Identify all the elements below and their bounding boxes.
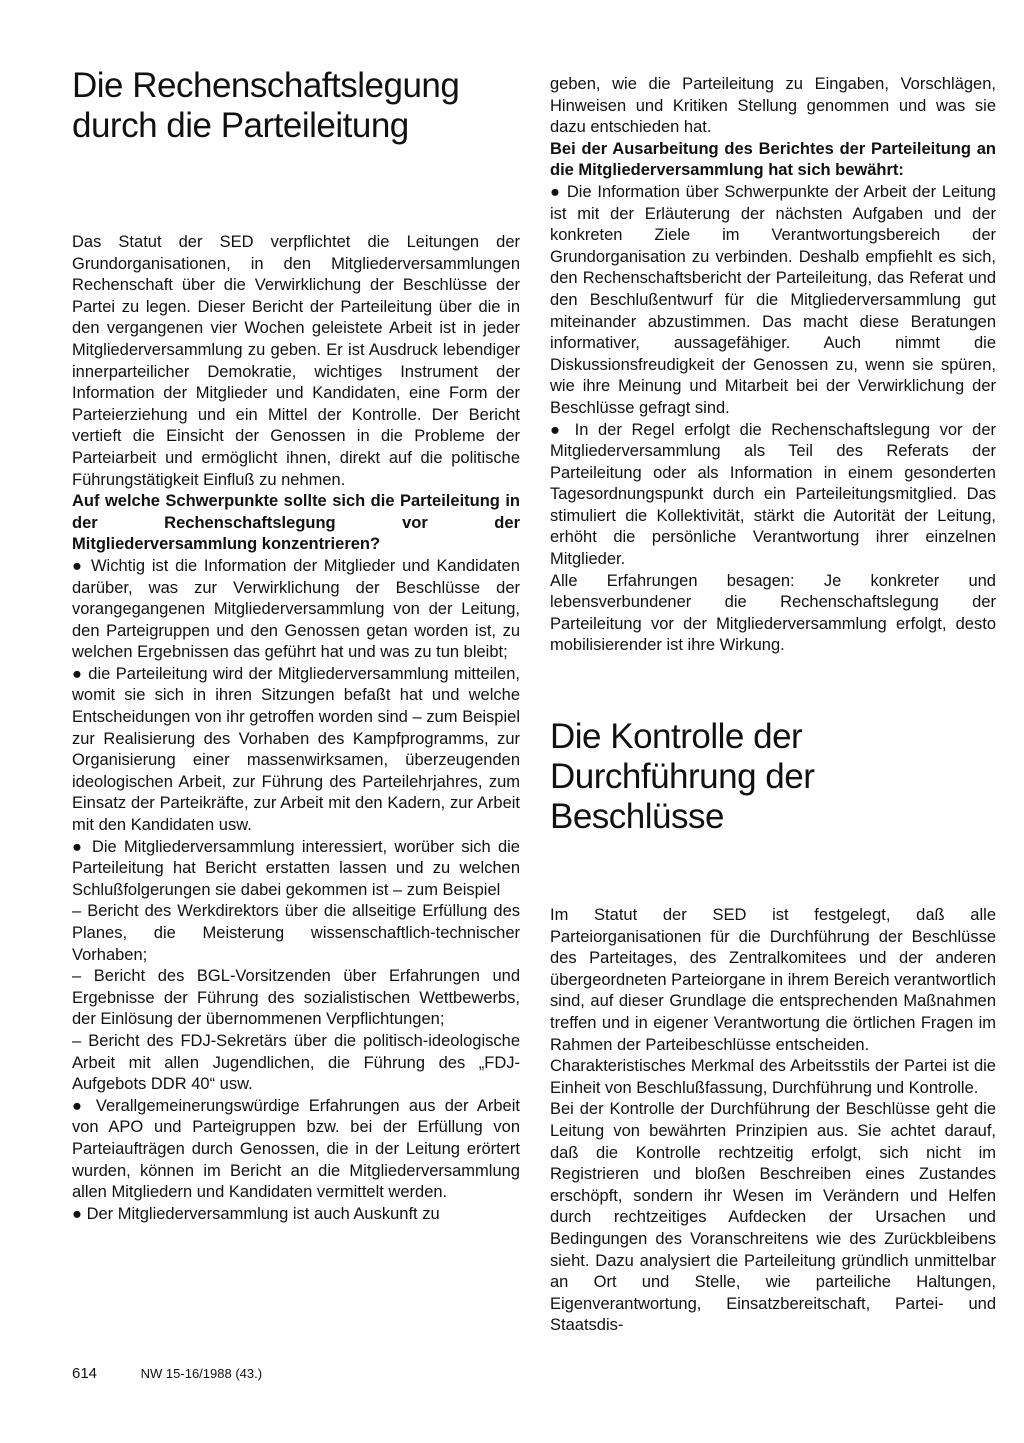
right-body-bottom <box>550 905 996 1337</box>
body-paragraph: Charakteristisches Merkmal des Arbeitsstils der Partei ist die Einheit von Beschlußfassung, Durchführung und Kontrolle. <box>550 1057 996 1097</box>
body-paragraph: Im Statut der SED ist festgelegt, daß alle Parteiorganisationen für die Durchführung der Beschlüsse des Parteitages, des Zentralkomitees und der anderen übergeordneten Parteiorgane in ihrem Bereich verantwortlich sind, auf dieser Grundlage die entsprechenden Maßnahmen treffen und in eigener Verantwortung die örtlichen Fragen im Rahmen der Parteibeschlüsse entscheiden. <box>550 906 996 1054</box>
subheading-paragraph: Auf welche Schwerpunkte sollte sich die Parteileitung in der Rechenschaftslegung vor der Mitgliederversammlung konzentrieren? <box>72 492 520 554</box>
body-paragraph: Bei der Kontrolle der Durchführung der Beschlüsse geht die Leitung von bewährten Prinzipien aus. Sie achtet darauf, daß die Kontrolle rechtzeitig erfolgt, sich nicht im Registrieren und bloßen Beschreiben eines Zustandes erschöpft, sondern ihr Wesen im Verändern und Helfen durch rechtzeitiges Aufdecken der Ursachen und Bedingungen des Voranschreitens wie des Zurückbleibens sieht. Dazu analysiert die Parteileitung gründlich unmittelbar an Ort und Stelle, wie parteiliche Haltungen, Eigenverantwortung, Einsatzbereitschaft, Partei- und Staatsdis- <box>550 1100 996 1335</box>
left-body <box>72 232 520 1225</box>
body-paragraph: geben, wie die Parteileitung zu Eingaben, Vorschlägen, Hinweisen und Kritiken Stellung genommen und was sie dazu entschieden hat. <box>550 75 996 137</box>
issue-reference: NW 15-16/1988 (43.) <box>140 1366 263 1381</box>
bullet-paragraph: ● Verallgemeinerungswürdige Erfahrungen aus der Arbeit von APO und Parteigruppen bzw. bei der Erfüllung von Parteiaufträgen durch Genossen, die in der Leitung erörtert wurden, können im Bericht an die Mitgliederversammlung allen Mitgliedern und Kandidaten vermittelt werden. <box>72 1096 520 1204</box>
right-column <box>550 74 996 1337</box>
page-footer <box>72 1365 262 1382</box>
bullet-paragraph: ● Der Mitgliederversammlung ist auch Auskunft zu <box>72 1204 520 1226</box>
bullet-paragraph: ● Die Information über Schwerpunkte der Arbeit der Leitung ist mit der Erläuterung der nächsten Aufgaben und der konkreten Ziele im Verantwortungsbereich der Grundorganisation zu verbinden. Deshalb empfiehlt es sich, den Rechenschaftsbericht der Parteileitung, das Referat und den Beschlußentwurf für die Mitgliederversammlung gut miteinander abzustimmen. Das macht diese Beratungen informativer, aussagefähiger. Auch nimmt die Diskussionsfreudigkeit der Genossen zu, wenn sie spüren, wie ihre Meinung und Mitarbeit bei der Verwirklichung der Beschlüsse gefragt sind. <box>550 182 996 420</box>
article-title-rechenschaftslegung: Die Rechenschaftslegung durch die Parteileitung <box>72 66 460 145</box>
body-paragraph: Das Statut der SED verpflichtet die Leitungen der Grundorganisationen, in den Mitgliederversammlungen Rechenschaft über die Verwirklichung der Beschlüsse der Partei zu legen. Dieser Bericht der Parteileitung über die in den vergangenen vier Wochen geleistete Arbeit ist in jeder Mitgliederversammlung zu geben. Er ist Ausdruck lebendiger innerparteilicher Demokratie, wichtiges Instrument der Information der Mitglieder und Kandidaten, eine Form der Parteierziehung und ein Mittel der Kontrolle. Der Bericht vertieft die Einsicht der Genossen in die Probleme der Parteiarbeit und ermöglicht ihnen, direkt auf die politische Führungstätigkeit Einfluß zu nehmen. <box>72 233 520 489</box>
article-title-kontrolle: Die Kontrolle der Durchführung der Beschlüsse <box>550 717 815 837</box>
bullet-paragraph: ● Die Mitgliederversammlung interessiert, worüber sich die Parteileitung hat Bericht erstatten lassen und zu welchen Schlußfolgerungen sie dabei gekommen ist – zum Beispiel <box>72 837 520 902</box>
bullet-paragraph: ● die Parteileitung wird der Mitgliederversammlung mitteilen, womit sie sich in ihren Sitzungen befaßt hat und welche Entscheidungen von ihr getroffen worden sind – zum Beispiel zur Realisierung des Vorhaben des Kampfprogramms, zur Organisierung einer massenwirksamen, überzeugenden ideologischen Arbeit, zur Führung des Parteilehrjahres, zum Einsatz der Parteikräfte, zur Arbeit mit den Kadern, zur Arbeit mit den Kandidaten usw. <box>72 664 520 837</box>
body-paragraph: – Bericht des Werkdirektors über die allseitige Erfüllung des Planes, die Meisterung wissenschaftlich-technischer Vorhaben; <box>72 902 520 964</box>
right-body-top <box>550 74 996 657</box>
body-paragraph: – Bericht des BGL-Vorsitzenden über Erfahrungen und Ergebnisse der Führung des sozialistischen Wettbewerbs, der Einlösung der übernommenen Verpflichtungen; <box>72 967 520 1029</box>
bullet-paragraph: ● Wichtig ist die Information der Mitglieder und Kandidaten darüber, was zur Verwirklichung der Beschlüsse der vorangegangenen Mitgliederversammlung von der Leitung, den Parteigruppen und den Genossen getan worden ist, zu welchen Ergebnissen das geführt hat und was zu tun bleibt; <box>72 556 520 664</box>
left-column <box>72 66 520 1225</box>
body-paragraph: Alle Erfahrungen besagen: Je konkreter und lebensverbundener die Rechenschaftslegung der Parteileitung vor der Mitgliederversammlung erfolgt, desto mobilisierender ist ihre Wirkung. <box>550 571 996 655</box>
body-paragraph: – Bericht des FDJ-Sekretärs über die politisch-ideologische Arbeit mit allen Jugendlichen, die Führung des „FDJ-Aufgebots DDR 40“ usw. <box>72 1031 520 1094</box>
bullet-paragraph: ● In der Regel erfolgt die Rechenschaftslegung vor der Mitgliederversammlung als Teil des Referats der Parteileitung oder als Information in einem gesonderten Tagesordnungspunkt durch ein Parteileitungsmitglied. Das stimuliert die Kollektivität, stärkt die Autorität der Leitung, erhöht die persönliche Verantwortung ihrer einzelnen Mitglieder. <box>550 420 996 571</box>
subheading-paragraph: Bei der Ausarbeitung des Berichtes der Parteileitung an die Mitgliederversammlung hat sich bewährt: <box>550 139 996 180</box>
page-number: 614 <box>72 1365 98 1382</box>
